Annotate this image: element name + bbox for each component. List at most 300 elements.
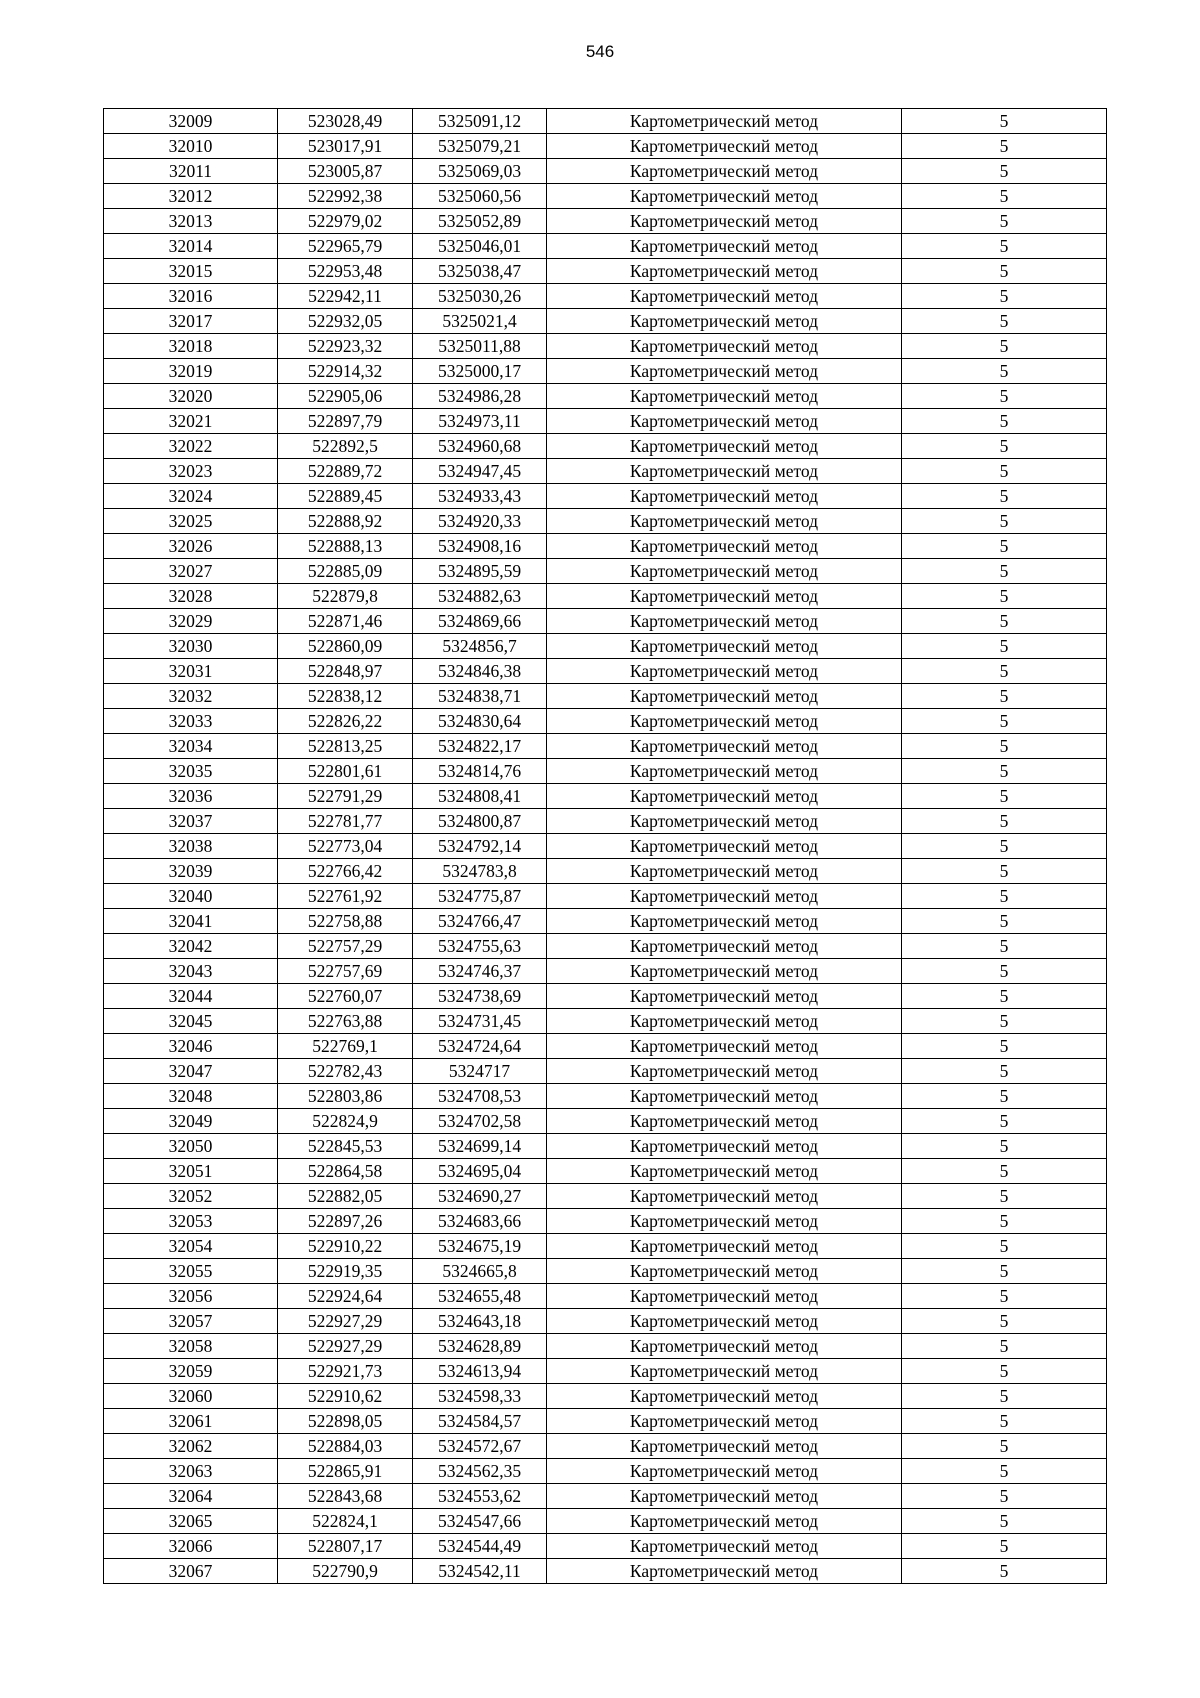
y-coordinate-cell: 5324699,14 <box>413 1134 547 1159</box>
point-number-cell: 32045 <box>104 1009 278 1034</box>
method-cell: Картометрический метод <box>547 1284 902 1309</box>
y-coordinate-cell: 5324755,63 <box>413 934 547 959</box>
table-row <box>104 809 1107 834</box>
accuracy-cell: 5 <box>902 859 1107 884</box>
x-coordinate-cell: 522782,43 <box>278 1059 413 1084</box>
y-coordinate-cell: 5324830,64 <box>413 709 547 734</box>
method-cell: Картометрический метод <box>547 184 902 209</box>
method-cell: Картометрический метод <box>547 734 902 759</box>
y-coordinate-cell: 5324613,94 <box>413 1359 547 1384</box>
y-coordinate-cell: 5324731,45 <box>413 1009 547 1034</box>
point-number-cell: 32061 <box>104 1409 278 1434</box>
accuracy-cell: 5 <box>902 584 1107 609</box>
point-number-cell: 32017 <box>104 309 278 334</box>
table-row <box>104 1084 1107 1109</box>
point-number-cell: 32042 <box>104 934 278 959</box>
method-cell: Картометрический метод <box>547 509 902 534</box>
point-number-cell: 32065 <box>104 1509 278 1534</box>
method-cell: Картометрический метод <box>547 234 902 259</box>
table-row <box>104 659 1107 684</box>
point-number-cell: 32060 <box>104 1384 278 1409</box>
y-coordinate-cell: 5324822,17 <box>413 734 547 759</box>
point-number-cell: 32029 <box>104 609 278 634</box>
point-number-cell: 32059 <box>104 1359 278 1384</box>
accuracy-cell: 5 <box>902 1409 1107 1434</box>
y-coordinate-cell: 5324746,37 <box>413 959 547 984</box>
table-row <box>104 1509 1107 1534</box>
method-cell: Картометрический метод <box>547 984 902 1009</box>
point-number-cell: 32009 <box>104 109 278 134</box>
table-row <box>104 534 1107 559</box>
x-coordinate-cell: 522760,07 <box>278 984 413 1009</box>
method-cell: Картометрический метод <box>547 684 902 709</box>
point-number-cell: 32018 <box>104 334 278 359</box>
x-coordinate-cell: 522781,77 <box>278 809 413 834</box>
x-coordinate-cell: 522924,64 <box>278 1284 413 1309</box>
method-cell: Картометрический метод <box>547 1384 902 1409</box>
method-cell: Картометрический метод <box>547 784 902 809</box>
method-cell: Картометрический метод <box>547 884 902 909</box>
x-coordinate-cell: 522879,8 <box>278 584 413 609</box>
method-cell: Картометрический метод <box>547 759 902 784</box>
method-cell: Картометрический метод <box>547 409 902 434</box>
x-coordinate-cell: 522885,09 <box>278 559 413 584</box>
point-number-cell: 32012 <box>104 184 278 209</box>
point-number-cell: 32052 <box>104 1184 278 1209</box>
method-cell: Картометрический метод <box>547 1559 902 1584</box>
y-coordinate-cell: 5324933,43 <box>413 484 547 509</box>
method-cell: Картометрический метод <box>547 1309 902 1334</box>
method-cell: Картометрический метод <box>547 1134 902 1159</box>
y-coordinate-cell: 5324717 <box>413 1059 547 1084</box>
method-cell: Картометрический метод <box>547 134 902 159</box>
point-number-cell: 32030 <box>104 634 278 659</box>
y-coordinate-cell: 5324895,59 <box>413 559 547 584</box>
table-row <box>104 184 1107 209</box>
x-coordinate-cell: 522824,9 <box>278 1109 413 1134</box>
accuracy-cell: 5 <box>902 1084 1107 1109</box>
y-coordinate-cell: 5324986,28 <box>413 384 547 409</box>
table-row <box>104 1209 1107 1234</box>
y-coordinate-cell: 5324724,64 <box>413 1034 547 1059</box>
y-coordinate-cell: 5324572,67 <box>413 1434 547 1459</box>
point-number-cell: 32055 <box>104 1259 278 1284</box>
y-coordinate-cell: 5325052,89 <box>413 209 547 234</box>
x-coordinate-cell: 522965,79 <box>278 234 413 259</box>
table-row <box>104 409 1107 434</box>
x-coordinate-cell: 522864,58 <box>278 1159 413 1184</box>
table-row <box>104 1384 1107 1409</box>
table-row <box>104 734 1107 759</box>
method-cell: Картометрический метод <box>547 584 902 609</box>
accuracy-cell: 5 <box>902 109 1107 134</box>
x-coordinate-cell: 522897,79 <box>278 409 413 434</box>
point-number-cell: 32031 <box>104 659 278 684</box>
point-number-cell: 32043 <box>104 959 278 984</box>
accuracy-cell: 5 <box>902 384 1107 409</box>
accuracy-cell: 5 <box>902 984 1107 1009</box>
accuracy-cell: 5 <box>902 1009 1107 1034</box>
y-coordinate-cell: 5324738,69 <box>413 984 547 1009</box>
table-row <box>104 884 1107 909</box>
x-coordinate-cell: 522923,32 <box>278 334 413 359</box>
x-coordinate-cell: 522942,11 <box>278 284 413 309</box>
x-coordinate-cell: 522865,91 <box>278 1459 413 1484</box>
point-number-cell: 32041 <box>104 909 278 934</box>
point-number-cell: 32036 <box>104 784 278 809</box>
table-row <box>104 284 1107 309</box>
point-number-cell: 32056 <box>104 1284 278 1309</box>
point-number-cell: 32038 <box>104 834 278 859</box>
accuracy-cell: 5 <box>902 634 1107 659</box>
accuracy-cell: 5 <box>902 1334 1107 1359</box>
x-coordinate-cell: 522826,22 <box>278 709 413 734</box>
accuracy-cell: 5 <box>902 909 1107 934</box>
method-cell: Картометрический метод <box>547 934 902 959</box>
table-row <box>104 759 1107 784</box>
method-cell: Картометрический метод <box>547 1434 902 1459</box>
method-cell: Картометрический метод <box>547 1509 902 1534</box>
y-coordinate-cell: 5325060,56 <box>413 184 547 209</box>
x-coordinate-cell: 522927,29 <box>278 1309 413 1334</box>
table-row <box>104 984 1107 1009</box>
method-cell: Картометрический метод <box>547 609 902 634</box>
y-coordinate-cell: 5324856,7 <box>413 634 547 659</box>
point-number-cell: 32026 <box>104 534 278 559</box>
table-row <box>104 1184 1107 1209</box>
table-row <box>104 1409 1107 1434</box>
method-cell: Картометрический метод <box>547 634 902 659</box>
x-coordinate-cell: 522919,35 <box>278 1259 413 1284</box>
point-number-cell: 32013 <box>104 209 278 234</box>
x-coordinate-cell: 522848,97 <box>278 659 413 684</box>
x-coordinate-cell: 522838,12 <box>278 684 413 709</box>
point-number-cell: 32032 <box>104 684 278 709</box>
y-coordinate-cell: 5324775,87 <box>413 884 547 909</box>
x-coordinate-cell: 522807,17 <box>278 1534 413 1559</box>
accuracy-cell: 5 <box>902 1559 1107 1584</box>
point-number-cell: 32046 <box>104 1034 278 1059</box>
x-coordinate-cell: 523028,49 <box>278 109 413 134</box>
table-row <box>104 834 1107 859</box>
method-cell: Картометрический метод <box>547 484 902 509</box>
x-coordinate-cell: 522910,22 <box>278 1234 413 1259</box>
accuracy-cell: 5 <box>902 159 1107 184</box>
table-row <box>104 484 1107 509</box>
point-number-cell: 32024 <box>104 484 278 509</box>
method-cell: Картометрический метод <box>547 209 902 234</box>
point-number-cell: 32033 <box>104 709 278 734</box>
accuracy-cell: 5 <box>902 834 1107 859</box>
y-coordinate-cell: 5324766,47 <box>413 909 547 934</box>
y-coordinate-cell: 5324695,04 <box>413 1159 547 1184</box>
method-cell: Картометрический метод <box>547 559 902 584</box>
y-coordinate-cell: 5324665,8 <box>413 1259 547 1284</box>
point-number-cell: 32015 <box>104 259 278 284</box>
y-coordinate-cell: 5325091,12 <box>413 109 547 134</box>
point-number-cell: 32019 <box>104 359 278 384</box>
accuracy-cell: 5 <box>902 334 1107 359</box>
y-coordinate-cell: 5325046,01 <box>413 234 547 259</box>
point-number-cell: 32063 <box>104 1459 278 1484</box>
accuracy-cell: 5 <box>902 1159 1107 1184</box>
point-number-cell: 32057 <box>104 1309 278 1334</box>
y-coordinate-cell: 5324882,63 <box>413 584 547 609</box>
x-coordinate-cell: 522824,1 <box>278 1509 413 1534</box>
y-coordinate-cell: 5324808,41 <box>413 784 547 809</box>
x-coordinate-cell: 522773,04 <box>278 834 413 859</box>
method-cell: Картометрический метод <box>547 384 902 409</box>
method-cell: Картометрический метод <box>547 109 902 134</box>
method-cell: Картометрический метод <box>547 1009 902 1034</box>
x-coordinate-cell: 522884,03 <box>278 1434 413 1459</box>
x-coordinate-cell: 523005,87 <box>278 159 413 184</box>
method-cell: Картометрический метод <box>547 809 902 834</box>
point-number-cell: 32066 <box>104 1534 278 1559</box>
method-cell: Картометрический метод <box>547 1359 902 1384</box>
point-number-cell: 32067 <box>104 1559 278 1584</box>
accuracy-cell: 5 <box>902 1359 1107 1384</box>
point-number-cell: 32011 <box>104 159 278 184</box>
y-coordinate-cell: 5324814,76 <box>413 759 547 784</box>
table-row <box>104 134 1107 159</box>
y-coordinate-cell: 5324598,33 <box>413 1384 547 1409</box>
y-coordinate-cell: 5324544,49 <box>413 1534 547 1559</box>
table-row <box>104 209 1107 234</box>
table-row <box>104 1334 1107 1359</box>
x-coordinate-cell: 522803,86 <box>278 1084 413 1109</box>
accuracy-cell: 5 <box>902 209 1107 234</box>
method-cell: Картометрический метод <box>547 1209 902 1234</box>
method-cell: Картометрический метод <box>547 1484 902 1509</box>
accuracy-cell: 5 <box>902 1209 1107 1234</box>
table-row <box>104 1459 1107 1484</box>
method-cell: Картометрический метод <box>547 1534 902 1559</box>
x-coordinate-cell: 522888,13 <box>278 534 413 559</box>
x-coordinate-cell: 522914,32 <box>278 359 413 384</box>
method-cell: Картометрический метод <box>547 1184 902 1209</box>
point-number-cell: 32048 <box>104 1084 278 1109</box>
accuracy-cell: 5 <box>902 459 1107 484</box>
y-coordinate-cell: 5324702,58 <box>413 1109 547 1134</box>
method-cell: Картометрический метод <box>547 1234 902 1259</box>
table-row <box>104 159 1107 184</box>
table-row <box>104 459 1107 484</box>
x-coordinate-cell: 522888,92 <box>278 509 413 534</box>
x-coordinate-cell: 522927,29 <box>278 1334 413 1359</box>
method-cell: Картометрический метод <box>547 459 902 484</box>
y-coordinate-cell: 5325038,47 <box>413 259 547 284</box>
point-number-cell: 32064 <box>104 1484 278 1509</box>
method-cell: Картометрический метод <box>547 859 902 884</box>
x-coordinate-cell: 522769,1 <box>278 1034 413 1059</box>
method-cell: Картометрический метод <box>547 334 902 359</box>
x-coordinate-cell: 522992,38 <box>278 184 413 209</box>
y-coordinate-cell: 5324947,45 <box>413 459 547 484</box>
method-cell: Картометрический метод <box>547 1109 902 1134</box>
table-row <box>104 1059 1107 1084</box>
point-number-cell: 32047 <box>104 1059 278 1084</box>
accuracy-cell: 5 <box>902 759 1107 784</box>
x-coordinate-cell: 522860,09 <box>278 634 413 659</box>
x-coordinate-cell: 522882,05 <box>278 1184 413 1209</box>
coordinates-table-body <box>104 109 1107 1584</box>
accuracy-cell: 5 <box>902 884 1107 909</box>
table-row <box>104 1034 1107 1059</box>
y-coordinate-cell: 5324542,11 <box>413 1559 547 1584</box>
y-coordinate-cell: 5324683,66 <box>413 1209 547 1234</box>
y-coordinate-cell: 5325000,17 <box>413 359 547 384</box>
accuracy-cell: 5 <box>902 484 1107 509</box>
method-cell: Картометрический метод <box>547 259 902 284</box>
point-number-cell: 32039 <box>104 859 278 884</box>
x-coordinate-cell: 523017,91 <box>278 134 413 159</box>
y-coordinate-cell: 5324783,8 <box>413 859 547 884</box>
table-row <box>104 334 1107 359</box>
method-cell: Картометрический метод <box>547 1059 902 1084</box>
y-coordinate-cell: 5324655,48 <box>413 1284 547 1309</box>
y-coordinate-cell: 5324562,35 <box>413 1459 547 1484</box>
table-row <box>104 1109 1107 1134</box>
y-coordinate-cell: 5324690,27 <box>413 1184 547 1209</box>
point-number-cell: 32054 <box>104 1234 278 1259</box>
y-coordinate-cell: 5324547,66 <box>413 1509 547 1534</box>
table-row <box>104 859 1107 884</box>
point-number-cell: 32014 <box>104 234 278 259</box>
x-coordinate-cell: 522763,88 <box>278 1009 413 1034</box>
coordinates-table <box>103 108 1107 1584</box>
x-coordinate-cell: 522953,48 <box>278 259 413 284</box>
x-coordinate-cell: 522757,69 <box>278 959 413 984</box>
point-number-cell: 32062 <box>104 1434 278 1459</box>
accuracy-cell: 5 <box>902 234 1107 259</box>
table-row <box>104 1134 1107 1159</box>
y-coordinate-cell: 5324584,57 <box>413 1409 547 1434</box>
x-coordinate-cell: 522898,05 <box>278 1409 413 1434</box>
accuracy-cell: 5 <box>902 309 1107 334</box>
y-coordinate-cell: 5324869,66 <box>413 609 547 634</box>
accuracy-cell: 5 <box>902 534 1107 559</box>
table-row <box>104 684 1107 709</box>
point-number-cell: 32027 <box>104 559 278 584</box>
point-number-cell: 32034 <box>104 734 278 759</box>
method-cell: Картометрический метод <box>547 1409 902 1434</box>
y-coordinate-cell: 5325030,26 <box>413 284 547 309</box>
accuracy-cell: 5 <box>902 1259 1107 1284</box>
x-coordinate-cell: 522897,26 <box>278 1209 413 1234</box>
method-cell: Картометрический метод <box>547 1259 902 1284</box>
accuracy-cell: 5 <box>902 1384 1107 1409</box>
accuracy-cell: 5 <box>902 934 1107 959</box>
method-cell: Картометрический метод <box>547 284 902 309</box>
accuracy-cell: 5 <box>902 284 1107 309</box>
x-coordinate-cell: 522889,45 <box>278 484 413 509</box>
x-coordinate-cell: 522843,68 <box>278 1484 413 1509</box>
point-number-cell: 32010 <box>104 134 278 159</box>
x-coordinate-cell: 522871,46 <box>278 609 413 634</box>
accuracy-cell: 5 <box>902 1059 1107 1084</box>
point-number-cell: 32020 <box>104 384 278 409</box>
method-cell: Картометрический метод <box>547 834 902 859</box>
point-number-cell: 32023 <box>104 459 278 484</box>
accuracy-cell: 5 <box>902 434 1107 459</box>
table-row <box>104 1434 1107 1459</box>
page-number: 546 <box>585 42 615 61</box>
table-row <box>104 934 1107 959</box>
y-coordinate-cell: 5325069,03 <box>413 159 547 184</box>
point-number-cell: 32044 <box>104 984 278 1009</box>
table-row <box>104 1234 1107 1259</box>
accuracy-cell: 5 <box>902 184 1107 209</box>
accuracy-cell: 5 <box>902 1234 1107 1259</box>
accuracy-cell: 5 <box>902 1034 1107 1059</box>
x-coordinate-cell: 522801,61 <box>278 759 413 784</box>
accuracy-cell: 5 <box>902 709 1107 734</box>
method-cell: Картометрический метод <box>547 1084 902 1109</box>
table-row <box>104 384 1107 409</box>
method-cell: Картометрический метод <box>547 1159 902 1184</box>
x-coordinate-cell: 522910,62 <box>278 1384 413 1409</box>
y-coordinate-cell: 5324553,62 <box>413 1484 547 1509</box>
accuracy-cell: 5 <box>902 609 1107 634</box>
accuracy-cell: 5 <box>902 809 1107 834</box>
accuracy-cell: 5 <box>902 409 1107 434</box>
point-number-cell: 32021 <box>104 409 278 434</box>
x-coordinate-cell: 522761,92 <box>278 884 413 909</box>
x-coordinate-cell: 522766,42 <box>278 859 413 884</box>
y-coordinate-cell: 5324675,19 <box>413 1234 547 1259</box>
table-row <box>104 1309 1107 1334</box>
x-coordinate-cell: 522892,5 <box>278 434 413 459</box>
x-coordinate-cell: 522813,25 <box>278 734 413 759</box>
accuracy-cell: 5 <box>902 959 1107 984</box>
point-number-cell: 32053 <box>104 1209 278 1234</box>
method-cell: Картометрический метод <box>547 1334 902 1359</box>
point-number-cell: 32028 <box>104 584 278 609</box>
point-number-cell: 32049 <box>104 1109 278 1134</box>
x-coordinate-cell: 522979,02 <box>278 209 413 234</box>
table-row <box>104 959 1107 984</box>
method-cell: Картометрический метод <box>547 359 902 384</box>
point-number-cell: 32035 <box>104 759 278 784</box>
point-number-cell: 32016 <box>104 284 278 309</box>
accuracy-cell: 5 <box>902 1184 1107 1209</box>
table-row <box>104 1259 1107 1284</box>
point-number-cell: 32040 <box>104 884 278 909</box>
method-cell: Картометрический метод <box>547 959 902 984</box>
y-coordinate-cell: 5324800,87 <box>413 809 547 834</box>
method-cell: Картометрический метод <box>547 659 902 684</box>
point-number-cell: 32025 <box>104 509 278 534</box>
y-coordinate-cell: 5324846,38 <box>413 659 547 684</box>
table-row <box>104 509 1107 534</box>
table-row <box>104 359 1107 384</box>
table-row <box>104 1284 1107 1309</box>
table-row <box>104 1534 1107 1559</box>
accuracy-cell: 5 <box>902 259 1107 284</box>
accuracy-cell: 5 <box>902 1534 1107 1559</box>
accuracy-cell: 5 <box>902 1484 1107 1509</box>
accuracy-cell: 5 <box>902 359 1107 384</box>
x-coordinate-cell: 522905,06 <box>278 384 413 409</box>
point-number-cell: 32058 <box>104 1334 278 1359</box>
accuracy-cell: 5 <box>902 684 1107 709</box>
y-coordinate-cell: 5324920,33 <box>413 509 547 534</box>
x-coordinate-cell: 522790,9 <box>278 1559 413 1584</box>
y-coordinate-cell: 5324838,71 <box>413 684 547 709</box>
method-cell: Картометрический метод <box>547 434 902 459</box>
x-coordinate-cell: 522845,53 <box>278 1134 413 1159</box>
